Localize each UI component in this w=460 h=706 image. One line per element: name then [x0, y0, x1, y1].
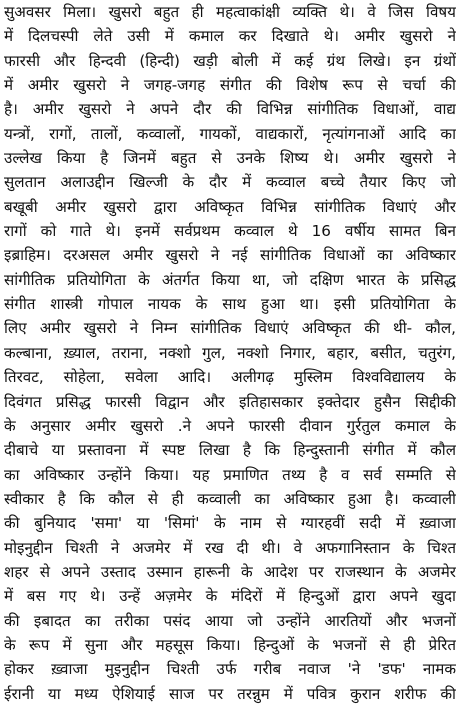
- text-line: इब्राहिम। दरअसल अमीर खुसरो ने नई सांगीतिक विधाओं का अविष्कार: [4, 246, 456, 265]
- text-line: दीबाचे या प्रस्तावना में स्पष्ट लिखा है कि हिन्दुस्तानी संगीत में कौल: [4, 441, 456, 460]
- text-line: का अविष्कार उन्होंने किया। यह प्रमाणित तथ्य है व सर्व सम्मति से: [4, 465, 456, 484]
- text-line: के रूप में सुना और महसूस किया। हिन्दुओं के भजनों से ही प्रेरित: [4, 635, 456, 654]
- text-line: फारसी और हिन्दवी (हिन्दी) खड़ी बोली में कई ग्रंथ लिखे। इन ग्रंथों: [4, 51, 456, 70]
- text-line: में बस गए थे। उन्हें अज़मेर के मंदिरों में हिन्दुओं द्वारा अपने खुदा: [4, 587, 456, 606]
- text-line: संगीत शास्त्री गोपाल नायक के साथ हुआ था। इसी प्रतियोगिता के: [4, 295, 456, 314]
- text-line: मोइनुद्दीन चिश्ती ने अजमेर में रख दी थी। वे अफगानिस्तान के चिश्त: [4, 538, 456, 557]
- text-line: दिवंगत प्रसिद्ध फारसी विद्वान और इतिहासकार इक्तेदार हुसैन सिद्दीकी: [4, 392, 456, 411]
- text-line: रागों को गाते थे। इनमें सर्वप्रथम कव्वाल थे 16 वर्षीय सामत बिन: [4, 222, 456, 241]
- text-line: ईरानी या मध्य ऐशियाई साज पर तरन्नुम में पवित्र कुरान शरीफ की: [4, 684, 456, 703]
- text-line: स्वीकार है कि कौल से ही कव्वाली का अविष्कार हुआ है। कव्वाली: [4, 489, 456, 508]
- text-line: शहर से अपने उस्ताद उस्मान हारूनी के आदेश पर राजस्थान के अजमेर: [4, 562, 456, 581]
- text-line: यन्त्रों, रागों, तालों, कव्वालों, गायकों, वाद्यकारों, नृत्यांगनाओं आदि का: [4, 124, 456, 143]
- text-line: उल्लेख किया है जिनमें बहुत से उनके शिष्य थे। अमीर खुसरो ने: [4, 149, 456, 168]
- text-line: के अनुसार अमीर खुसरो .ने अपने फारसी दीवान गुर्रतुल कमाल के: [4, 416, 456, 435]
- text-line: सुलतान अलाउद्दीन खिल्जी के दौर में कव्वाल बच्चे तैयार किए जो: [4, 173, 456, 192]
- text-line: सुअवसर मिला। खुसरो बहुत ही महत्वाकांक्षी व्यक्ति थे। वे जिस विषय: [4, 3, 456, 21]
- text-line: की बुनियाद 'समा' या 'सिमां' के नाम से ग्यारहवीं सदी में ख़्वाजा: [4, 514, 456, 533]
- text-line: में दिलचस्पी लेते उसी में कमाल कर दिखाते थे। अमीर खुसरो ने: [4, 27, 456, 46]
- text-line: है। अमीर खुसरो ने अपने दौर की विभिन्न सांगीतिक विधाओं, वाद्य: [4, 100, 456, 119]
- text-line: सांगीतिक प्रतियोगिता के अंतर्गत किया था, जो दक्षिण भारत के प्रसिद्ध: [4, 270, 456, 289]
- text-line: की इबादत का तरीका पसंद आया जो उन्होंने आरतियों और भजनों: [4, 611, 456, 630]
- text-line: तिरवट, सोहेला, सवेला आदि। अलीगढ़ मुस्लिम विश्वविद्यालय के: [4, 368, 456, 387]
- text-line: कल्बाना, ख़्याल, तराना, नक्शो गुल, नक्शो निगार, बहार, बसीत, चतुरंग,: [4, 343, 456, 362]
- text-line: बखूबी अमीर खुसरो द्वारा अविष्कृत विभिन्न सांगीतिक विधाएं और: [4, 197, 456, 216]
- text-line: में अमीर खुसरो ने जगह-जगह संगीत की विशेष रूप से चर्चा की: [4, 76, 456, 95]
- text-line: लिए अमीर खुसरो ने निम्न सांगीतिक विधाएं अविष्कृत की थी- कौल,: [4, 319, 456, 338]
- text-line: होकर ख़्वाजा मुइनुद्दीन चिश्ती उर्फ गरीब नवाज 'ने 'डफ' नामक: [4, 660, 456, 679]
